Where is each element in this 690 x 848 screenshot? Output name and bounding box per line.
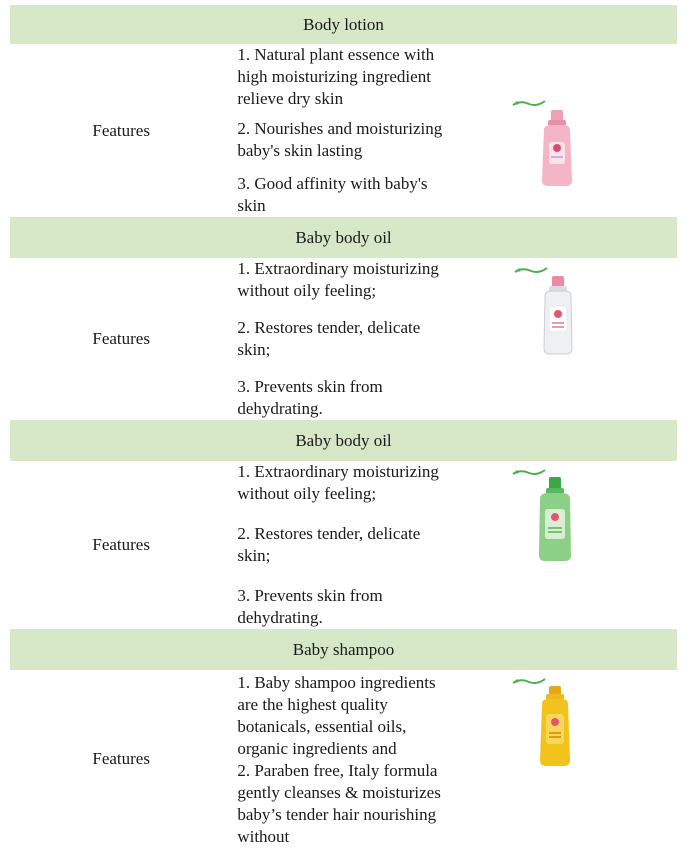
product-table xyxy=(10,5,677,848)
section-header-body-lotion xyxy=(10,5,677,44)
product-image-cell xyxy=(455,461,677,629)
feature-item: 1. Baby shampoo ingredients are the highest quality botanicals, essential oils, organic ingredients and xyxy=(237,673,436,758)
brand-logo-icon xyxy=(511,467,547,477)
feature-list xyxy=(237,258,454,420)
section-title: Baby shampoo xyxy=(10,629,677,670)
section-title: Body lotion xyxy=(10,5,677,44)
features-list-cell xyxy=(232,461,454,629)
feature-item: 1. Extraordinary moisturizing without oily feeling; xyxy=(237,259,439,300)
product-row-baby-shampoo xyxy=(10,670,677,848)
feature-item: 3. Prevents skin from dehydrating. xyxy=(237,377,383,418)
feature-item: 3. Good affinity with baby's skin xyxy=(237,174,428,215)
features-label: Features xyxy=(92,749,150,768)
pink-lotion-bottle-icon xyxy=(539,110,575,188)
features-list-cell xyxy=(232,258,454,420)
product-image-cell xyxy=(455,44,677,217)
section-header-baby-body-oil xyxy=(10,217,677,258)
feature-item: 2. Paraben free, Italy formula gently cleanses & moisturizes baby’s tender hair nourishing without xyxy=(237,761,441,846)
section-header-baby-body-oil-green xyxy=(10,420,677,461)
brand-logo-icon xyxy=(511,676,547,686)
features-label: Features xyxy=(92,120,150,140)
feature-item: 2. Nourishes and moisturizing baby's skin lasting xyxy=(237,119,443,160)
section-header-baby-shampoo xyxy=(10,629,677,670)
product-image-cell xyxy=(455,258,677,420)
section-title: Baby body oil xyxy=(10,217,677,258)
feature-list xyxy=(237,461,454,629)
features-list-cell xyxy=(232,44,454,217)
clear-oil-bottle-icon xyxy=(540,276,576,356)
features-label: Features xyxy=(92,535,150,554)
brand-logo-icon xyxy=(511,98,547,108)
product-row-baby-body-oil xyxy=(10,258,677,420)
feature-item: 2. Restores tender, delicate skin; xyxy=(237,318,421,359)
feature-item: 2. Restores tender, delicate skin; xyxy=(237,524,421,565)
features-list-cell xyxy=(232,670,454,848)
product-image-cell xyxy=(455,670,677,848)
feature-list xyxy=(237,44,454,217)
product-row-baby-body-oil-green xyxy=(10,461,677,629)
section-title: Baby body oil xyxy=(10,420,677,461)
feature-list xyxy=(237,672,454,848)
product-row-body-lotion xyxy=(10,44,677,217)
feature-item: 3. Prevents skin from dehydrating. xyxy=(237,586,383,627)
features-label: Features xyxy=(92,329,150,348)
feature-item: 1. Extraordinary moisturizing without oily feeling; xyxy=(237,462,439,503)
yellow-shampoo-bottle-icon xyxy=(537,686,573,768)
green-oil-bottle-icon xyxy=(535,477,575,563)
brand-logo-icon xyxy=(513,265,549,275)
feature-item: 1. Natural plant essence with high moisturizing ingredient relieve dry skin xyxy=(237,45,435,108)
